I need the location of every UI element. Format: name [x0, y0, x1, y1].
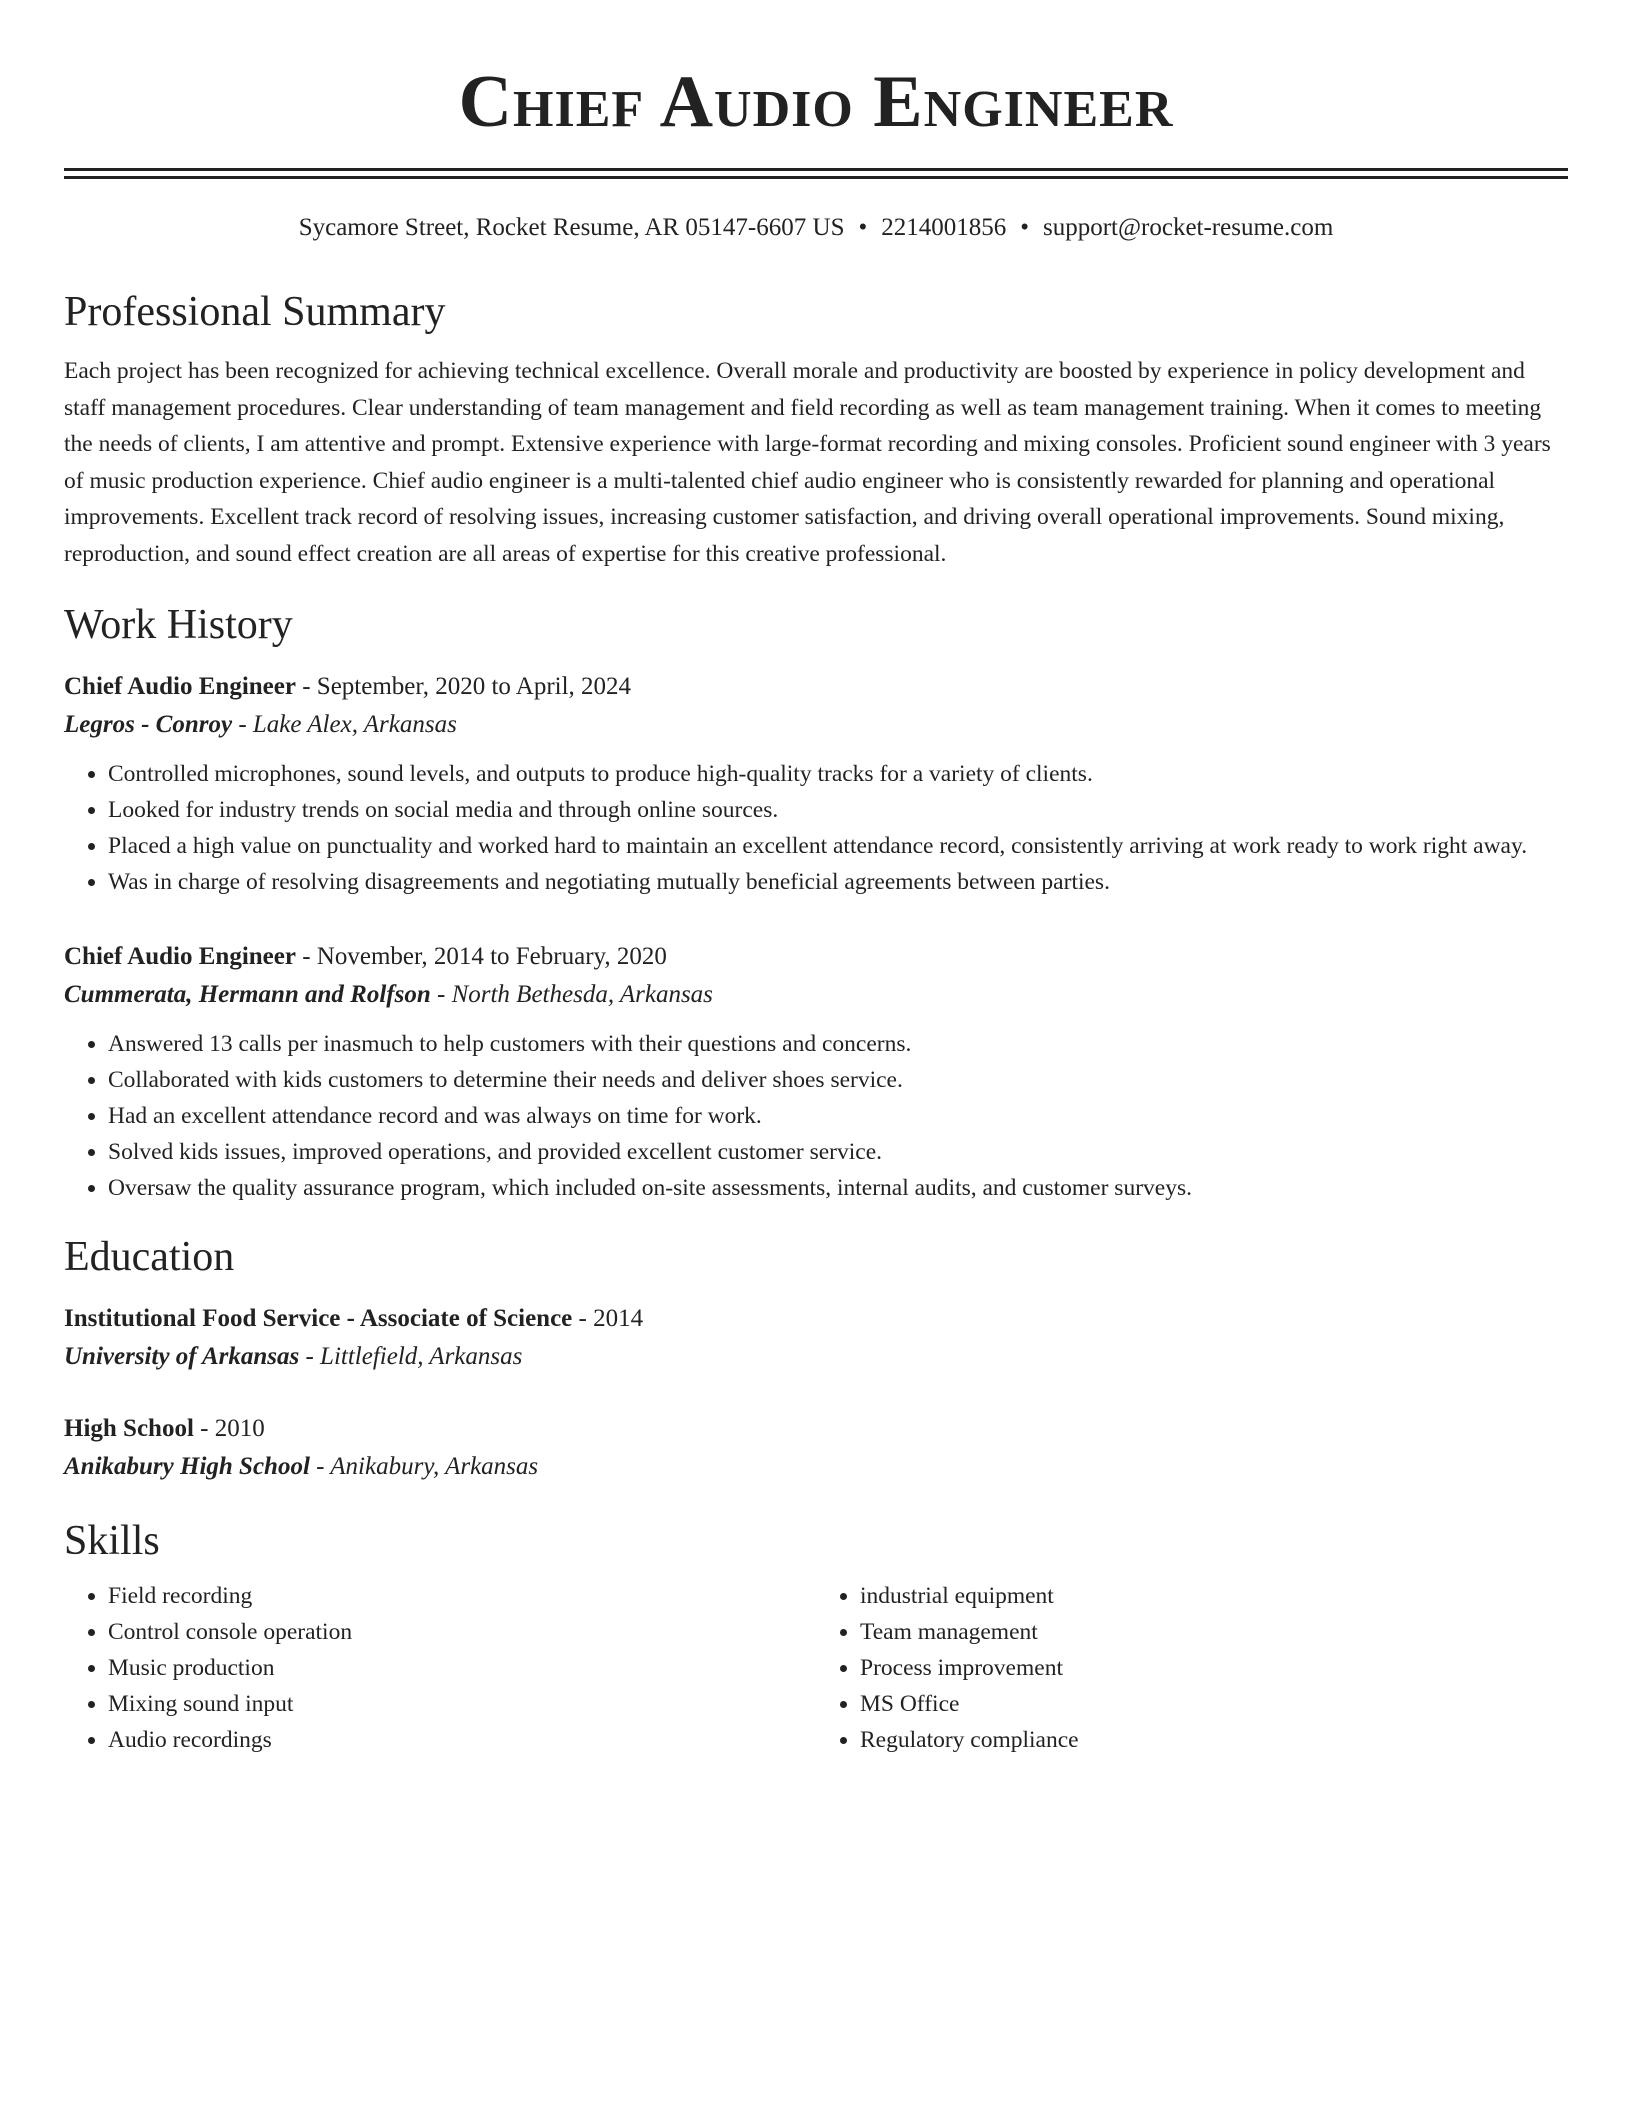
education-degree: High School — [64, 1415, 194, 1442]
education-heading: Education — [64, 1234, 235, 1280]
education-degree-line — [64, 1410, 1568, 1448]
job-entry — [64, 668, 1568, 900]
skill-item: • MS Office — [860, 1686, 1568, 1722]
education-year: - 2014 — [572, 1305, 644, 1332]
skill-item: • Team management — [860, 1614, 1568, 1650]
education-school-line — [64, 1448, 1568, 1486]
skill-item: • Regulatory compliance — [860, 1722, 1568, 1758]
job-bullet: • Answered 13 calls per inasmuch to help customers with their questions and concerns. — [108, 1026, 1568, 1062]
job-role-line — [64, 668, 1568, 706]
summary-heading: Professional Summary — [64, 289, 446, 335]
resume-name: Chief Audio Engineer — [458, 61, 1174, 143]
work-history-heading: Work History — [64, 602, 293, 648]
job-company: Cummerata, Hermann and Rolfson — [64, 981, 431, 1008]
job-bullet: • Collaborated with kids customers to determine their needs and deliver shoes service. — [108, 1062, 1568, 1098]
contact-separator: • — [1020, 214, 1029, 241]
skills-column-left — [64, 1578, 816, 1758]
skills-column-right — [816, 1578, 1568, 1758]
skill-item: • Mixing sound input — [108, 1686, 816, 1722]
job-dates: - November, 2014 to February, 2020 — [295, 943, 667, 970]
job-bullet: • Controlled microphones, sound levels, and outputs to produce high-quality tracks for a variety of clients. — [108, 756, 1568, 792]
job-company-line — [64, 706, 1568, 744]
contact-separator: • — [858, 214, 868, 241]
job-dates: - September, 2020 to April, 2024 — [295, 673, 632, 700]
job-company-line — [64, 976, 1568, 1014]
job-bullet: • Placed a high value on punctuality and worked hard to maintain an excellent attendance record, consistently arriving at work ready to work right away. — [108, 828, 1568, 864]
education-entry — [64, 1410, 1568, 1486]
education-degree: Institutional Food Service - Associate of Science — [64, 1305, 573, 1332]
job-location: - Lake Alex, Arkansas — [232, 711, 457, 738]
job-title: Chief Audio Engineer — [64, 943, 296, 970]
education-location: - Littlefield, Arkansas — [299, 1343, 523, 1370]
education-school: Anikabury High School — [64, 1453, 310, 1480]
header-rule-bottom — [64, 176, 1568, 179]
skill-item: • Music production — [108, 1650, 816, 1686]
skill-item: • Audio recordings — [108, 1722, 816, 1758]
skills-list — [64, 1578, 1568, 1758]
contact-phone: 2214001856 — [881, 214, 1007, 241]
education-year: - 2010 — [193, 1415, 265, 1442]
job-bullet: • Was in charge of resolving disagreements and negotiating mutually beneficial agreements between parties. — [108, 864, 1568, 900]
job-location: - North Bethesda, Arkansas — [430, 981, 713, 1008]
header-rule-top — [64, 168, 1568, 171]
education-school-line — [64, 1338, 1568, 1376]
job-company: Legros - Conroy — [64, 711, 233, 738]
contact-email: support@rocket-resume.com — [1043, 214, 1334, 241]
job-title: Chief Audio Engineer — [64, 673, 296, 700]
job-bullets — [64, 1026, 1568, 1206]
skills-heading: Skills — [64, 1518, 160, 1564]
job-bullet: • Oversaw the quality assurance program, which included on-site assessments, internal audits, and customer surveys. — [108, 1170, 1568, 1206]
education-degree-line — [64, 1300, 1568, 1338]
job-bullet: • Looked for industry trends on social media and through online sources. — [108, 792, 1568, 828]
job-role-line — [64, 938, 1568, 976]
summary-text: Each project has been recognized for achieving technical excellence. Overall morale and productivity are boosted by experience in policy development and staff management procedures. Clear understanding of team management and field recording as well as team management training. When it comes to meeting the needs of clients, I am attentive and prompt. Extensive experience with large-format recording and mixing consoles. Proficient sound engineer with 3 years of music production experience. Chief audio engineer is a multi-talented chief audio engineer who is consistently rewarded for planning and operational improvements. Excellent track record of resolving issues, increasing customer satisfaction, and driving overall operational improvements. Sound mixing, reproduction, and sound effect creation are all areas of expertise for this creative professional. — [64, 358, 1551, 567]
job-entry — [64, 938, 1568, 1206]
education-location: - Anikabury, Arkansas — [309, 1453, 539, 1480]
education-school: University of Arkansas — [64, 1343, 300, 1370]
job-bullet: • Solved kids issues, improved operations, and provided excellent customer service. — [108, 1134, 1568, 1170]
education-entry — [64, 1300, 1568, 1376]
contact-address: Sycamore Street, Rocket Resume, AR 05147-6607 US — [298, 214, 845, 241]
job-bullet: • Had an excellent attendance record and was always on time for work. — [108, 1098, 1568, 1134]
skill-item: • Control console operation — [108, 1614, 816, 1650]
job-bullets — [64, 756, 1568, 900]
contact-line — [64, 213, 1568, 243]
skill-item: • industrial equipment — [860, 1578, 1568, 1614]
skill-item: • Field recording — [108, 1578, 816, 1614]
skill-item: • Process improvement — [860, 1650, 1568, 1686]
